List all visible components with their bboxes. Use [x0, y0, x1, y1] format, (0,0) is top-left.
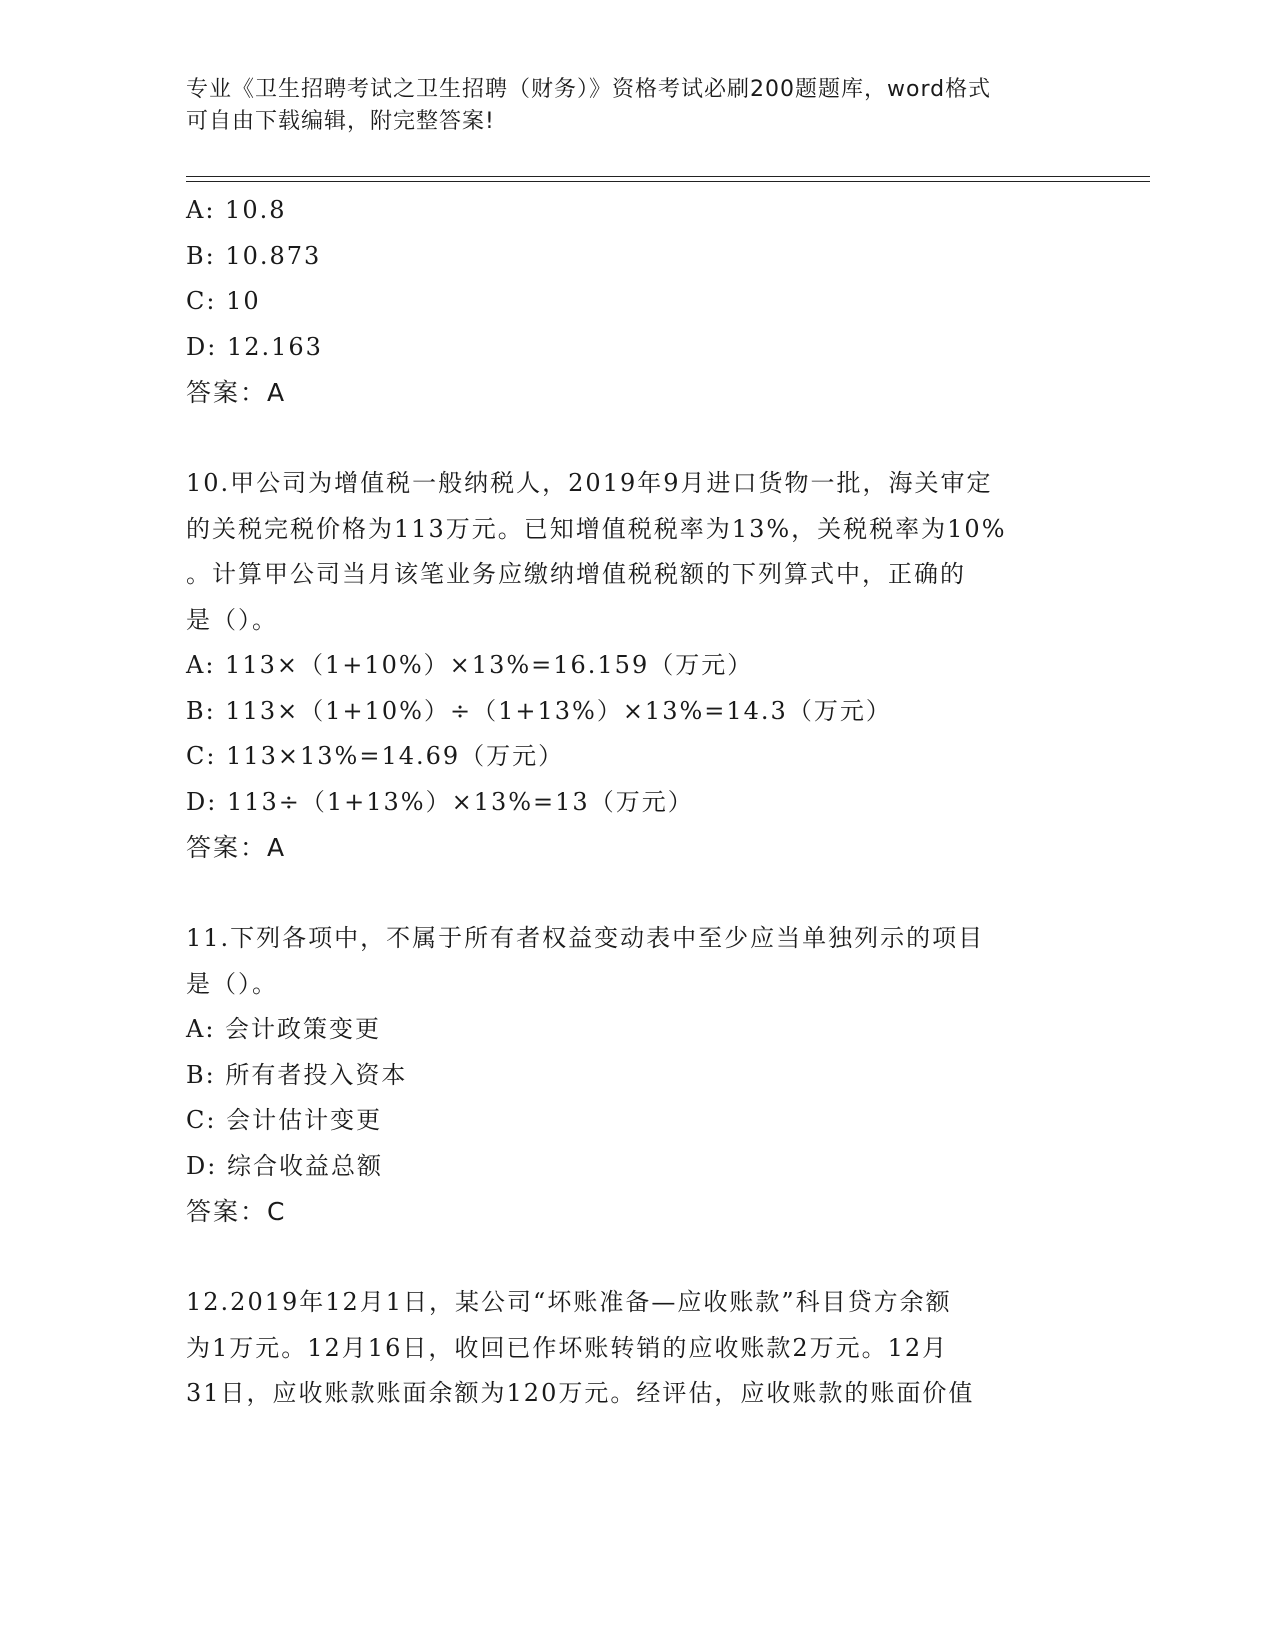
- question-stem-line: 的关税完税价格为113万元。已知增值税税率为13%，关税税率为10%: [186, 514, 1007, 543]
- question-12-block: [186, 1280, 1086, 1417]
- answer-line: 答案：A: [186, 378, 287, 407]
- header-title-line-1: 专业《卫生招聘考试之卫生招聘（财务）》资格考试必刷200题题库，word格式: [186, 77, 992, 102]
- option-c: C: 113×13%=14.69（万元）: [186, 742, 565, 770]
- option-c: C: 10: [186, 287, 261, 315]
- spacer: [186, 416, 1086, 462]
- question-stem-line: 11.下列各项中，不属于所有者权益变动表中至少应当单独列示的项目: [186, 924, 985, 952]
- question-10-block: [186, 461, 1086, 871]
- option-d: D: 综合收益总额: [186, 1151, 383, 1180]
- question-stem-line: 是（）。: [186, 969, 278, 998]
- header-divider-top: [186, 176, 1150, 177]
- option-c: C: 会计估计变更: [186, 1106, 383, 1134]
- header-title-line-2: 可自由下载编辑，附完整答案!: [186, 109, 495, 134]
- question-stem-line: 31日，应收账款账面余额为120万元。经评估，应收账款的账面价值: [186, 1379, 975, 1407]
- question-stem-line: 。计算甲公司当月该笔业务应缴纳增值税税额的下列算式中，正确的: [186, 560, 966, 588]
- option-b: B: 10.873: [186, 241, 322, 270]
- question-11-block: [186, 916, 1086, 1235]
- option-d: D: 12.163: [186, 332, 323, 361]
- answer-line: 答案：A: [186, 833, 287, 862]
- option-b: B: 所有者投入资本: [186, 1060, 408, 1089]
- option-a: A: 10.8: [186, 196, 287, 224]
- question-9-block: [186, 188, 1086, 416]
- question-stem-line: 10.甲公司为增值税一般纳税人，2019年9月进口货物一批，海关审定: [186, 469, 993, 497]
- question-stem-line: 12.2019年12月1日，某公司“坏账准备—应收账款”科目贷方余额: [186, 1288, 952, 1316]
- option-a: A: 113×（1+10%）×13%=16.159（万元）: [186, 651, 754, 679]
- question-stem-line: 为1万元。12月16日，收回已作坏账转销的应收账款2万元。12月: [186, 1333, 949, 1362]
- spacer: [186, 1235, 1086, 1281]
- header-divider-bottom: [186, 181, 1150, 182]
- question-stem-line: 是（）。: [186, 605, 278, 634]
- answer-line: 答案：C: [186, 1197, 287, 1226]
- option-d: D: 113÷（1+13%）×13%=13（万元）: [186, 787, 694, 816]
- option-b: B: 113×（1+10%）÷（1+13%）×13%=14.3（万元）: [186, 696, 892, 725]
- spacer: [186, 871, 1086, 917]
- option-a: A: 会计政策变更: [186, 1015, 382, 1043]
- document-header: [186, 74, 1066, 138]
- question-content: [186, 188, 1086, 1417]
